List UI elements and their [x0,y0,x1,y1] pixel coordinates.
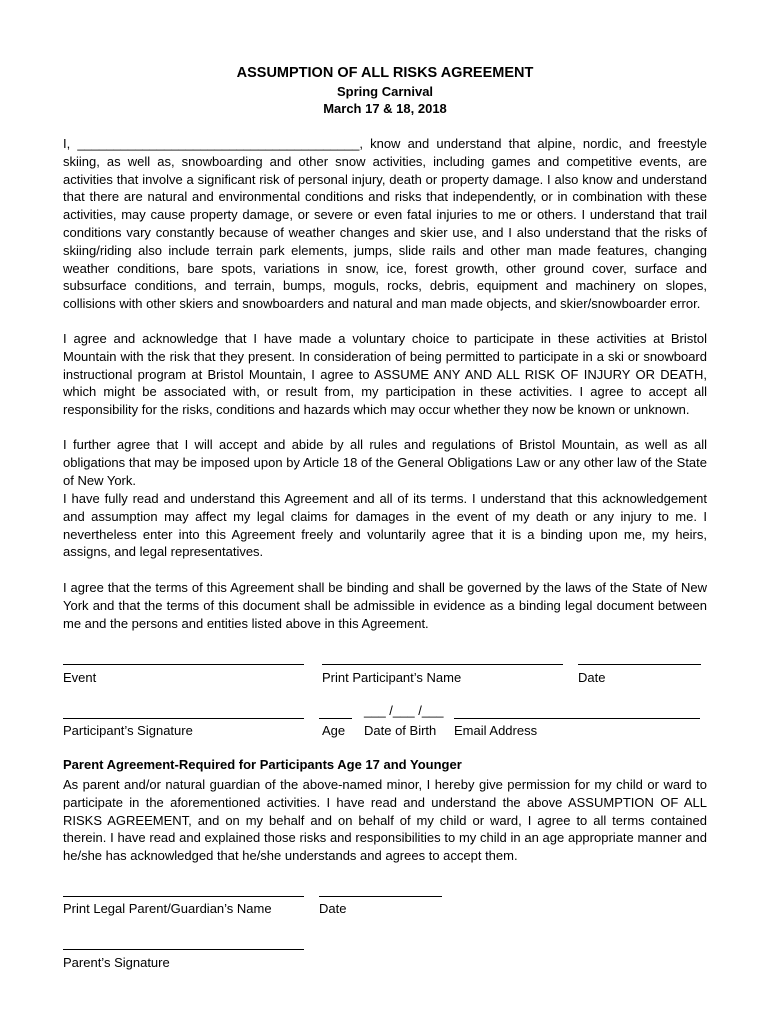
event-field[interactable] [63,664,304,665]
guardian-date-field[interactable] [319,896,442,897]
guardian-name-label: Print Legal Parent/Guardian’s Name [63,901,272,916]
parent-agreement-heading: Parent Agreement-Required for Participants Age 17 and Younger [63,757,462,772]
risk-acknowledgement-paragraph: I, _______________________________________, know and understand that alpine, nordic, and freestyle skiing, as well as, snowboarding and other snow activities, including games and competitive events, are activities that involve a significant risk of personal injury, death or property damage. I also know and understand that there are natural and environmental conditions and risks that independently, or in combination with these activities, may cause property damage, or severe or even fatal injuries to me or others. I understand that trail conditions vary constantly because of weather changes and skier use, and I also understand that the risks of skiing/riding also include terrain park elements, jumps, slide rails and other man made features, changing weather conditions, bare spots, variations in snow, ice, forest growth, other ground cover, surface and subsurface conditions, and terrain, bumps, moguls, rocks, debris, equipment and machinery on slopes, collisions with other skiers and snowboarders and natural and man made objects, and skier/snowboarder error. [63,136,707,312]
read-understand-paragraph: I have fully read and understand this Agreement and all of its terms. I understand that this acknowledgement and assumption may affect my legal claims for damages in the event of my death or any injury to me. I nevertheless enter into this Agreement freely and voluntarily agree that it is a binding upon me, my heirs, assigns, and legal representatives. [63,491,707,560]
voluntary-participation-paragraph: I agree and acknowledge that I have made a voluntary choice to participate in these activities at Bristol Mountain with the risk that they present. In consideration of being permitted to participate in a ski or snowboard instructional program at Bristol Mountain, I agree to ASSUME ANY AND ALL RISK OF INJURY OR DEATH, which might be associated with, or result from, my participation in these activities. I agree to accept all responsibility for the risks, conditions and hazards which may occur whether they now be known or unknown. [63,331,707,418]
rules-paragraph: I further agree that I will accept and abide by all rules and regulations of Bristol Mountain, as well as all obligations that may be imposed upon by Article 18 of the General Obligations Law or any other law of the State of New York. [63,437,707,488]
dob-label: Date of Birth [364,723,437,738]
parent-signature-label: Parent’s Signature [63,955,170,970]
date-field[interactable] [578,664,701,665]
email-label: Email Address [454,723,538,738]
date-label: Date [578,670,606,685]
print-name-label: Print Participant’s Name [322,670,462,685]
age-label: Age [322,723,346,738]
event-name: Spring Carnival [336,84,434,99]
signature-label: Participant’s Signature [63,723,193,738]
age-field[interactable] [319,718,352,719]
parent-agreement-paragraph: As parent and/or natural guardian of the above-named minor, I hereby give permission for my child or ward to participate in the aforementioned activities. I have read and understand the above ASSUMPTION OF ALL RISKS AGREEMENT, and on my behalf and on behalf of my child or ward, I agree to all terms contained therein. I have read and explained those risks and responsibilities to my child in an age appropriate manner and he/she has acknowledged that he/she understands and agrees to accept them. [63,777,707,864]
document-title: ASSUMPTION OF ALL RISKS AGREEMENT [236,65,534,81]
participant-name-field[interactable] [322,664,563,665]
guardian-date-label: Date [319,901,347,916]
email-field[interactable] [454,718,700,719]
event-dates: March 17 & 18, 2018 [323,101,447,116]
dob-field[interactable]: ___ /___ /___ [364,703,444,718]
guardian-name-field[interactable] [63,896,304,897]
participant-signature-field[interactable] [63,718,304,719]
event-label: Event [63,670,97,685]
parent-signature-field[interactable] [63,949,304,950]
governing-law-paragraph: I agree that the terms of this Agreement shall be binding and shall be governed by the laws of the State of New York and that the terms of this document shall be admissible in evidence as a binding legal document between me and the persons and entities listed above in this Agreement. [63,580,707,631]
